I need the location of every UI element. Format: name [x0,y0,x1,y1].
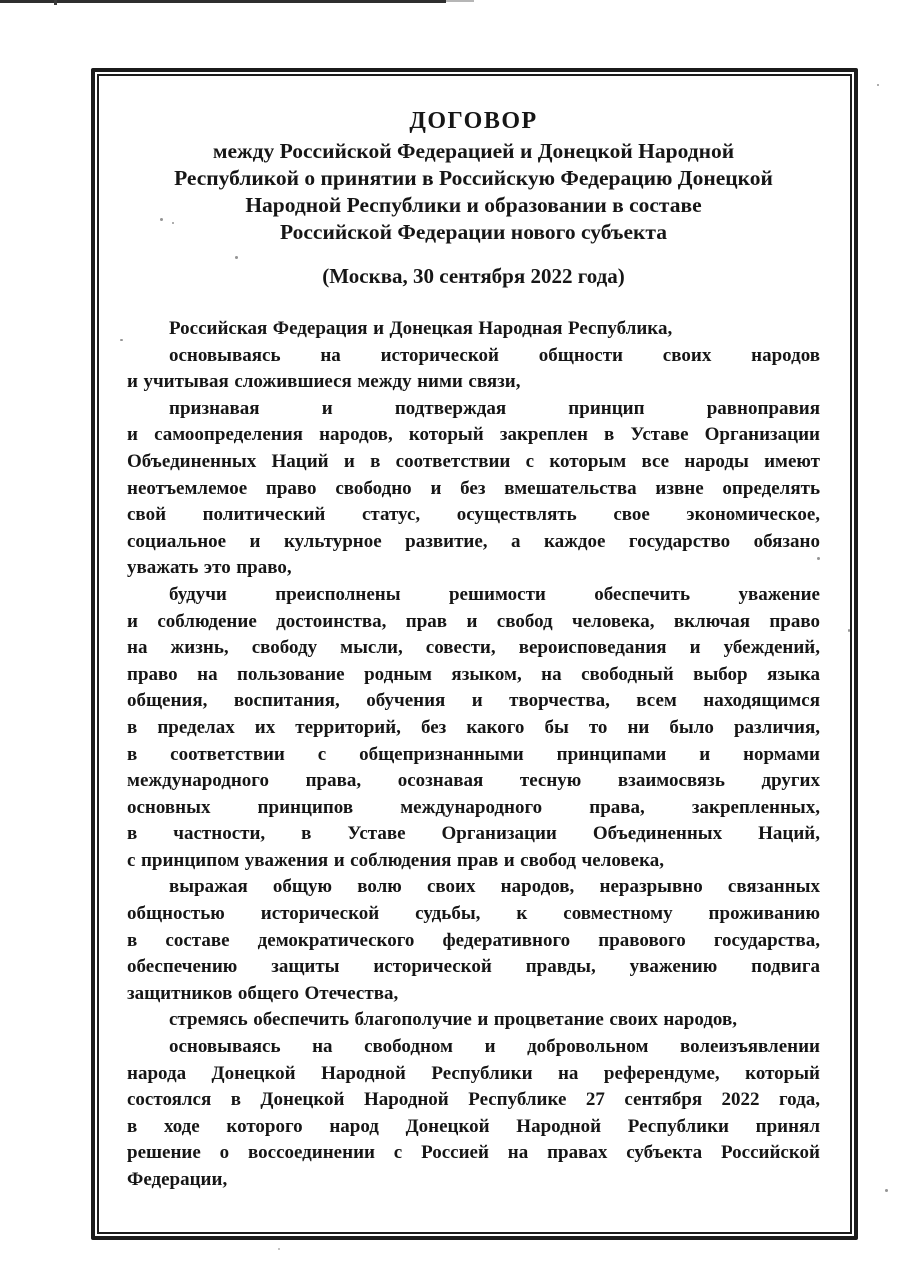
scan-edge-line [0,0,446,3]
paragraph [127,874,820,1007]
scan-edge-line-tail [446,0,474,2]
document-content [99,76,850,1232]
body-line: социальное и культурное развитие, а каждое государство обязано [127,530,820,552]
body-line: будучи преисполнены решимости обеспечить уважение [169,583,820,605]
body-line: состоялся в Донецкой Народной Республике 27 сентября 2022 года, [127,1089,820,1111]
body-line: общения, воспитания, обучения и творчества, всем находящимся [127,690,820,712]
subtitle-line: Республикой о принятии в Российскую Федерацию Донецкой [174,166,773,190]
body-line: в соответствии с общепризнанными принципами и нормами [127,743,820,765]
subtitle-line: между Российской Федерацией и Донецкой Народной [212,139,735,163]
body-line: Федерации, [127,1169,228,1190]
document-title: ДОГОВОР [409,108,538,134]
body-line: и соблюдение достоинства, прав и свобод человека, включая право [127,610,820,632]
document-body [127,316,820,1194]
body-line: народа Донецкой Народной Республики на референдуме, который [127,1062,820,1084]
paragraph [127,582,820,875]
scan-speck [235,256,238,259]
body-line: на жизнь, свободу мысли, совести, вероисповедания и убеждений, [127,637,820,659]
paragraph [127,316,820,343]
body-line: международного права, осознавая тесную взаимосвязь других [127,770,820,792]
body-line: стремясь обеспечить благополучие и процветание своих народов, [169,1009,737,1031]
body-line: основных принципов международного права, закрепленных, [127,796,820,818]
body-line: признавая и подтверждая принцип равноправия [169,397,820,419]
body-line: обеспечению защиты исторической правды, уважению подвига [127,956,820,978]
place-date-line: (Москва, 30 сентября 2022 года) [322,264,625,288]
scan-speck [848,629,850,632]
body-line: уважать это право, [127,557,292,579]
body-line: основываясь на исторической общности своих народов [169,344,820,366]
scan-edge-tick [54,0,57,5]
scan-speck [817,557,820,560]
body-line: и учитывая сложившиеся между ними связи, [127,371,521,393]
body-line: и самоопределения народов, который закреплен в Уставе Организации [127,424,820,446]
page-border-frame [91,68,858,1240]
body-line: общностью исторической судьбы, к совместному проживанию [127,903,820,925]
scan-speck [120,339,123,341]
body-line: с принципом уважения и соблюдения прав и свобод человека, [127,849,664,871]
body-line: выражая общую волю своих народов, неразрывно связанных [169,876,820,898]
paragraph [127,1007,820,1034]
body-line: свой политический статус, осуществлять свое экономическое, [127,504,820,526]
scan-speck [877,84,879,86]
paragraph [127,1034,820,1194]
body-line: в пределах их территорий, без какого бы то ни было различия, [127,716,820,738]
body-line: основываясь на свободном и добровольном волеизъявлении [169,1036,820,1058]
body-line: в ходе которого народ Донецкой Народной Республики принял [127,1115,820,1137]
subtitle-line: Российской Федерации нового субъекта [280,220,667,244]
paragraph [127,343,820,396]
body-line: неотъемлемое право свободно и без вмешательства извне определять [127,477,820,499]
body-line: защитников общего Отечества, [127,982,399,1004]
body-line: в частности, в Уставе Организации Объединенных Наций, [127,823,820,845]
scan-speck [885,1189,888,1192]
body-line: Объединенных Наций и в соответствии с которым все народы имеют [127,450,820,472]
body-line: решение о воссоединении с Россией на правах субъекта Российской [127,1142,820,1164]
scan-speck [160,218,163,221]
body-line: в составе демократического федеративного правового государства, [127,929,820,951]
subtitle-line: Народной Республики и образовании в составе [245,193,702,217]
paragraph [127,396,820,582]
document-subtitle [127,138,820,246]
body-line: Российская Федерация и Донецкая Народная Республика, [169,318,673,339]
body-line: право на пользование родным языком, на свободный выбор языка [127,663,820,685]
scan-speck [172,222,174,224]
scan-speck [278,1248,280,1250]
